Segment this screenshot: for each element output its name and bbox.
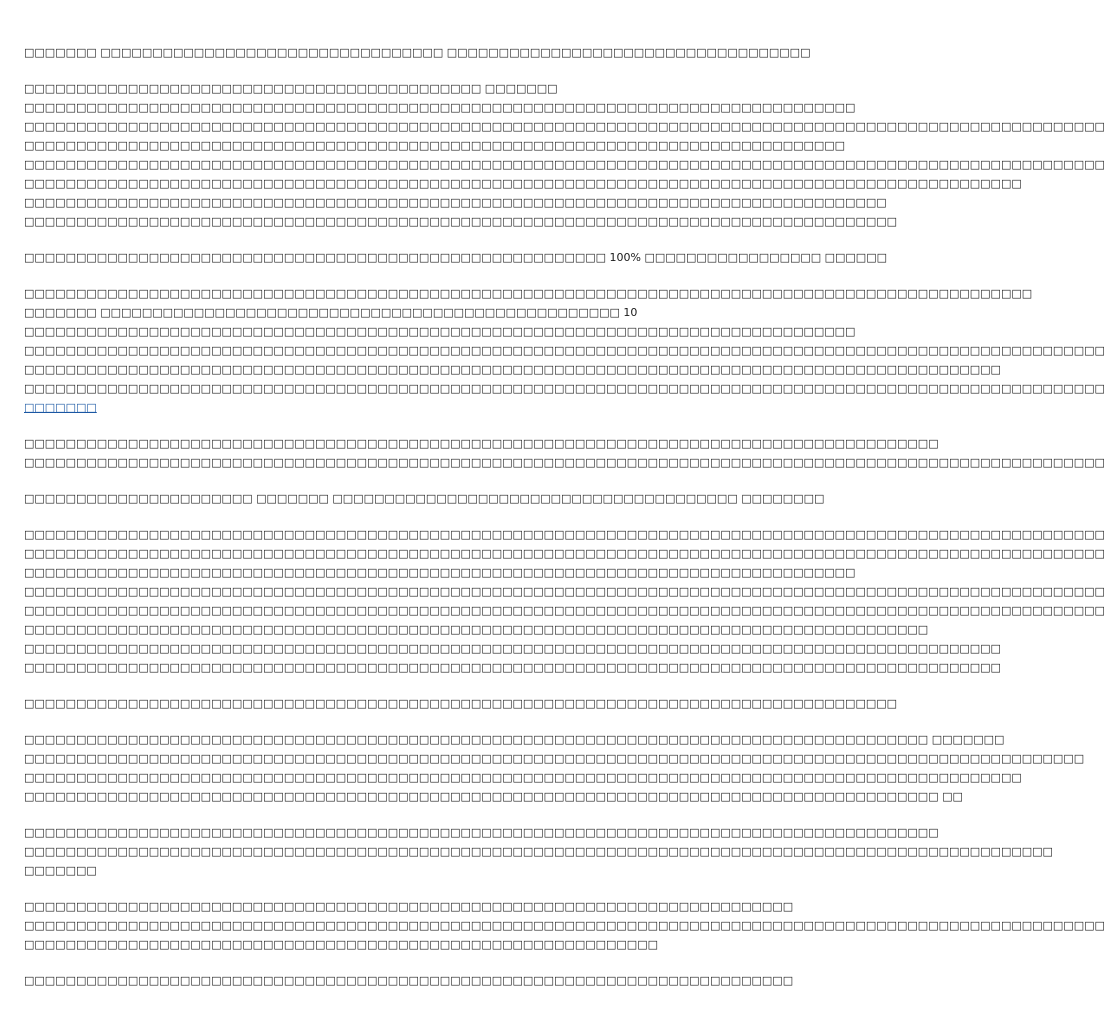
- text-line: □□□□□□□□□□□□□□□□□□□□□□□□□□□□□□□□□□□□□□□□□□□□□□□□□□□□□□□□□□□□□□□□□□□□□□□□□□□□□□□□□□□□□□□□□□□□□□: [24, 661, 1001, 674]
- paragraph: [24, 694, 898, 713]
- text-line: □□□□□□□□□□□□□□□□□□□□□□□□□□□□□□□□□□□□□□□□□□□□□□□□□□□□□□□□□□□□□□□□□□□□□□□□□□□□□□□□□□□□□□□□: [24, 437, 939, 450]
- text-line: □□□□□□□□□□□□□□□□□□□□□□□□□□□□□□□□□□□□□□□□□□□□□□□□□□□□□□□□□□□□□□□□□□□□□□□□□□□□□□□□□□□□□□□□: [24, 826, 939, 839]
- text-line: □□□□□□□□□□□□□□□□□□□□□□□□□□□□□□□□□□□□□□□□□□□□□□□□□□□□□□□□□□□□□□□□□□□□□□□□□□: [24, 974, 794, 987]
- text-line: □□□□□□□□□□□□□□□□□□□□□□□□□□□□□□□□□□□□□□□□□□□□□□□□□□□□□□□□□□□□□□□□□□□□□□□□□□□□□□□□□□□□□□□□□□□□□□□□: [24, 177, 1022, 190]
- text-line: □□□□□□□□□□□□□□□□□□□□□□ □□□□□□□ □□□□□□□□□□□□□□□□□□□□□□□□□□□□□□□□□□□□□□□ □□□□□□□□: [24, 492, 825, 505]
- text-line: □□□□□□□ □□□□□□□□□□□□□□□□□□□□□□□□□□□□□□□□□ □□□□□□□□□□□□□□□□□□□□□□□□□□□□□□□□□□□: [24, 46, 811, 59]
- text-line: □□□□□□□□□□□□□□□□□□□□□□□□□□□□□□□□□□□□□□□□□□□□□□□□□□□□□□□□□□□□□□□□□□□□□□□□□□□□□□□□□□□□□□□□□□□□□□□□□□□□□□□□: [24, 547, 1105, 560]
- text-line: □□□□□□□: [24, 864, 97, 877]
- text-line: □□□□□□□□□□□□□□□□□□□□□□□□□□□□□□□□□□□□□□□□□□□□□□□□□□□□□□□□□□□□□□□□□□□□□□□□□□□□□□□□□□□□□□□□□□□□□□□□□□□□□□□□: [24, 158, 1105, 171]
- paragraph: [24, 971, 794, 990]
- document-body: [24, 43, 1105, 990]
- text-line: □□□□□□□□□□□□□□□□□□□□□□□□□□□□□□□□□□□□□□□□□□□□□□□□□□□□□□□□ 100% □□□□□□□□□□□□□□□□□ □□□□□□: [24, 251, 887, 264]
- link-line: [24, 398, 704, 417]
- text-line: □□□□□□□□□□□□□□□□□□□□□□□□□□□□□□□□□□□□□□□□□□□□□□□□□□□□□□□□□□□□□□□□□□□□□□□□□□□□□□□□□□□□□□□□□□□□□□□□□□□□□□□□: [24, 120, 1105, 133]
- text-line: □□□□□□□ □□□□□□□□□□□□□□□□□□□□□□□□□□□□□□□□□□□□□□□□□□□□□□□□□□ 10: [24, 306, 638, 319]
- text-line: □□□□□□□□□□□□□□□□□□□□□□□□□□□□□□□□□□□□□□□□□□□□□□□□□□□□□□□□□□□□□□□□□□□□□□□□□□□□□□□□□□□□□□□□ □□: [24, 790, 963, 803]
- paragraph: [24, 823, 1053, 880]
- text-line: □□□□□□□□□□□□□□□□□□□□□□□□□□□□□□□□□□□□□□□□□□□□ □□□□□□□: [24, 82, 558, 95]
- text-line: □□□□□□□□□□□□□□□□□□□□□□□□□□□□□□□□□□□□□□□□□□□□□□□□□□□□□□□□□□□□□□□□□□□□□□□□□□□□□□□□□□□□□□□: [24, 623, 929, 636]
- paragraph: [24, 730, 1085, 806]
- text-line: □□□□□□□□□□□□□□□□□□□□□□□□□□□□□□□□□□□□□□□□□□□□□□□□□□□□□□□□□□□□□□□□□□□□□□□□□□□□□□□□□□□□□□□□□□□□□□: [24, 642, 1001, 655]
- text-line: □□□□□□□□□□□□□□□□□□□□□□□□□□□□□□□□□□□□□□□□□□□□□□□□□□□□□□□□□□□□□□□□□□□□□□□□□□□□□□□□: [24, 566, 856, 579]
- text-line: □□□□□□□□□□□□□□□□□□□□□□□□□□□□□□□□□□□□□□□□□□□□□□□□□□□□□□□□□□□□□□□□□□□□□□□□□□□□□□□□□□□□□□□ □□□□□□□: [24, 733, 1005, 746]
- paragraph: [24, 525, 1105, 677]
- text-line: □□□□□□□□□□□□□□□□□□□□□□□□□□□□□□□□□□□□□□□□□□□□□□□□□□□□□□□□□□□□□□□□□□□□□□□□□□□□□□□□□□□□□□□□□□□□□□□□□□□□□□□□: [24, 919, 1105, 932]
- text-line: □□□□□□□□□□□□□□□□□□□□□□□□□□□□□□□□□□□□□□□□□□□□□□□□□□□□□□□□□□□□□□□□□□□□□□□□□□□□□□□□□□□□: [24, 215, 898, 228]
- text-line: □□□□□□□□□□□□□□□□□□□□□□□□□□□□□□□□□□□□□□□□□□□□□□□□□□□□□□□□□□□□□□□□□□□□□□□□□□□□□□□□□□□□: [24, 697, 898, 710]
- paragraph: [24, 489, 825, 508]
- paragraph: [24, 248, 887, 267]
- text-line: □□□□□□□□□□□□□□□□□□□□□□□□□□□□□□□□□□□□□□□□□□□□□□□□□□□□□□□□□□□□□□□□□□□□□□□□□□□□□□□□□□□□□□□□□□□□□□□□□□□□□□□□: [24, 382, 1105, 395]
- text-line: □□□□□□□□□□□□□□□□□□□□□□□□□□□□□□□□□□□□□□□□□□□□□□□□□□□□□□□□□□□□□□□□□□□□□□□□□□□□□□□□□□□□□□□□□□□□□□□□□: [24, 287, 1033, 300]
- paragraph: [24, 897, 1105, 954]
- text-line: □□□□□□□□□□□□□□□□□□□□□□□□□□□□□□□□□□□□□□□□□□□□□□□□□□□□□□□□□□□□□□□□□□□□□□□□□□□□□□□□□□□□□□□□□□□□□□□□□□□□□□: [24, 752, 1085, 765]
- text-line: □□□□□□□□□□□□□□□□□□□□□□□□□□□□□□□□□□□□□□□□□□□□□□□□□□□□□□□□□□□□□□□□□□□□□□□□□□□□□□□□: [24, 325, 856, 338]
- text-line: □□□□□□□□□□□□□□□□□□□□□□□□□□□□□□□□□□□□□□□□□□□□□□□□□□□□□□□□□□□□□□□□□□□□□□□□□□□□□□□□□□□□□□□□□□□□□□□□□□□□□□□□: [24, 604, 1105, 617]
- paragraph: [24, 79, 1105, 231]
- text-line: □□□□□□□□□□□□□□□□□□□□□□□□□□□□□□□□□□□□□□□□□□□□□□□□□□□□□□□□□□□□□□□□□□□□□□□□□□□□□□□: [24, 139, 846, 152]
- text-line: □□□□□□□□□□□□□□□□□□□□□□□□□□□□□□□□□□□□□□□□□□□□□□□□□□□□□□□□□□□□□□□□□□□□□□□□□□□□□□□□□□□: [24, 196, 887, 209]
- text-line: □□□□□□□□□□□□□□□□□□□□□□□□□□□□□□□□□□□□□□□□□□□□□□□□□□□□□□□□□□□□□□□□□□□□□□□□□□□□□□□□□□□□□□□□□□□□□□□□: [24, 771, 1022, 784]
- inline-link[interactable]: □□□□□□□: [24, 401, 97, 414]
- text-line: □□□□□□□□□□□□□□□□□□□□□□□□□□□□□□□□□□□□□□□□□□□□□□□□□□□□□□□□□□□□□□□□□□□□□□□□□□□□□□□□□□□□□□□□□□□□□□□□□□□□□□□□: [24, 344, 1105, 357]
- text-line: □□□□□□□□□□□□□□□□□□□□□□□□□□□□□□□□□□□□□□□□□□□□□□□□□□□□□□□□□□□□□□□□□□□□□□□□□□□□□□□□□□□□□□□□□□□□□□□□□□□: [24, 845, 1053, 858]
- paragraph: [24, 434, 1105, 472]
- text-line: □□□□□□□□□□□□□□□□□□□□□□□□□□□□□□□□□□□□□□□□□□□□□□□□□□□□□□□□□□□□□□□□□□□□□□□□□□□□□□□□: [24, 101, 856, 114]
- text-line: □□□□□□□□□□□□□□□□□□□□□□□□□□□□□□□□□□□□□□□□□□□□□□□□□□□□□□□□□□□□□□□□□□□□□□□□□□□□□□□□□□□□□□□□□□□□□□: [24, 363, 1001, 376]
- text-line: □□□□□□□□□□□□□□□□□□□□□□□□□□□□□□□□□□□□□□□□□□□□□□□□□□□□□□□□□□□□□: [24, 938, 658, 951]
- text-line: □□□□□□□□□□□□□□□□□□□□□□□□□□□□□□□□□□□□□□□□□□□□□□□□□□□□□□□□□□□□□□□□□□□□□□□□□□: [24, 900, 794, 913]
- text-line: □□□□□□□□□□□□□□□□□□□□□□□□□□□□□□□□□□□□□□□□□□□□□□□□□□□□□□□□□□□□□□□□□□□□□□□□□□□□□□□□□□□□□□□□□□□□□□□□□□□□□□□□: [24, 528, 1105, 541]
- text-line: □□□□□□□□□□□□□□□□□□□□□□□□□□□□□□□□□□□□□□□□□□□□□□□□□□□□□□□□□□□□□□□□□□□□□□□□□□□□□□□□□□□□□□□□□□□□□□□□□□□□□□□□: [24, 456, 1105, 469]
- paragraph: [24, 43, 811, 62]
- paragraph: [24, 284, 1105, 417]
- text-line: □□□□□□□□□□□□□□□□□□□□□□□□□□□□□□□□□□□□□□□□□□□□□□□□□□□□□□□□□□□□□□□□□□□□□□□□□□□□□□□□□□□□□□□□□□□□□□□□□□□□□□□□: [24, 585, 1105, 598]
